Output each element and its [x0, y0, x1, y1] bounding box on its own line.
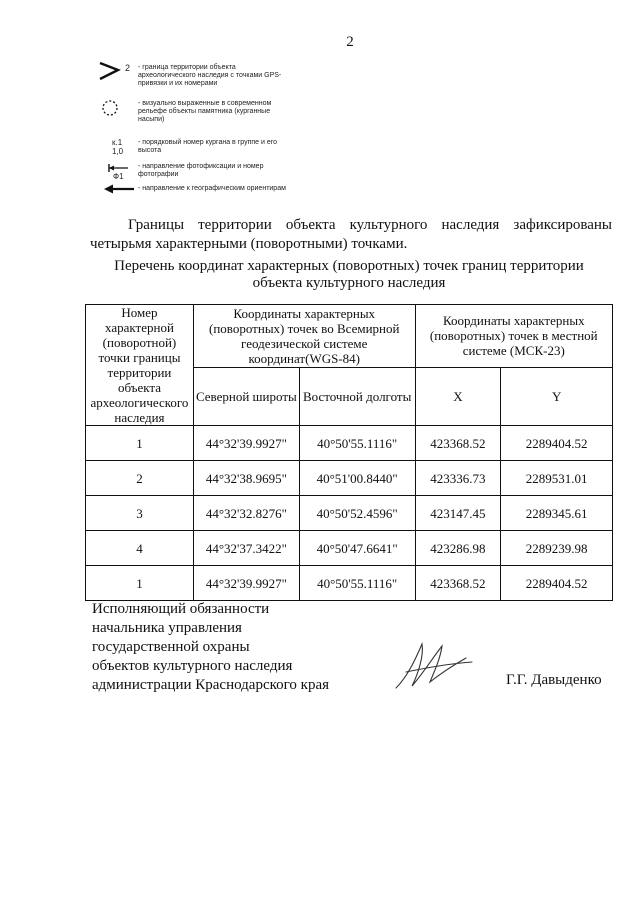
- legend-text: - визуально выраженные в современном рельефе объекты памятника (курганные насыпи): [138, 100, 272, 123]
- cell-y: 2289239.98: [501, 531, 613, 566]
- cell-longitude: 40°51'00.8440": [299, 461, 415, 496]
- legend-boundary-label: 2: [125, 63, 131, 73]
- table-row: [86, 496, 613, 531]
- table-row: [86, 531, 613, 566]
- table-row: [86, 566, 613, 601]
- legend-text: - граница территории объекта археологического наследия с точками GPS-привязки и их номерами: [138, 64, 282, 87]
- boundary-paragraph: Границы территории объекта культурного наследия зафиксированы четырьмя характерными (поворотными) точками.: [90, 217, 612, 252]
- table-row: [86, 426, 613, 461]
- boundary-gps-icon: [98, 60, 122, 82]
- cell-x: 423286.98: [415, 531, 501, 566]
- signatory-line: Исполняющий обязанности: [92, 601, 270, 617]
- cell-y: 2289404.52: [501, 426, 613, 461]
- cell-longitude: 40°50'52.4596": [299, 496, 415, 531]
- header-point-number: Номер характерной (поворотной) точки границы территории объекта археологического наследия: [86, 305, 194, 426]
- table-row: [86, 461, 613, 496]
- header-msk23: Координаты характерных (поворотных) точек в местной системе (МСК-23): [415, 305, 612, 368]
- signatory-name: Г.Г. Давыденко: [506, 672, 602, 688]
- cell-point-number: 1: [86, 426, 194, 461]
- cell-y: 2289531.01: [501, 461, 613, 496]
- cell-latitude: 44°32'32.8276": [193, 496, 299, 531]
- cell-latitude: 44°32'39.9927": [193, 426, 299, 461]
- cell-longitude: 40°50'55.1116": [299, 426, 415, 461]
- signatory-line: государственной охраны: [92, 639, 250, 655]
- subheader-latitude: Северной широты: [193, 367, 299, 425]
- cell-x: 423368.52: [415, 426, 501, 461]
- cell-latitude: 44°32'37.3422": [193, 531, 299, 566]
- table-caption: Перечень координат характерных (поворотных) точек границ территории объекта культурного наследия: [114, 258, 584, 291]
- cell-point-number: 1: [86, 566, 194, 601]
- subheader-y: Y: [501, 367, 613, 425]
- header-wgs84: Координаты характерных (поворотных) точек во Всемирной геодезической системе координат(WGS-84): [193, 305, 415, 368]
- cell-y: 2289345.61: [501, 496, 613, 531]
- mound-number-label: к.1 1,0: [112, 138, 124, 156]
- page-number: 2: [346, 34, 354, 50]
- coordinates-table: [85, 304, 613, 601]
- photo-label: Ф1: [113, 172, 124, 181]
- cell-x: 423336.73: [415, 461, 501, 496]
- cell-point-number: 2: [86, 461, 194, 496]
- signatory-line: начальника управления: [92, 620, 242, 636]
- subheader-longitude: Восточной долготы: [299, 367, 415, 425]
- subheader-x: X: [415, 367, 501, 425]
- cell-longitude: 40°50'47.6641": [299, 531, 415, 566]
- north-arrow-icon: [104, 184, 134, 206]
- cell-latitude: 44°32'39.9927": [193, 566, 299, 601]
- cell-y: 2289404.52: [501, 566, 613, 601]
- signatory-title: [92, 600, 372, 695]
- signatory-line: объектов культурного наследия: [92, 658, 293, 674]
- mound-outline-icon: [98, 98, 122, 120]
- handwritten-signature: [386, 636, 476, 696]
- legend-text: - направление фотофиксации и номер фотографии: [138, 163, 264, 178]
- legend-text: - порядковый номер кургана в группе и его высота: [138, 139, 278, 154]
- cell-longitude: 40°50'55.1116": [299, 566, 415, 601]
- cell-latitude: 44°32'38.9695": [193, 461, 299, 496]
- cell-point-number: 4: [86, 531, 194, 566]
- signatory-line: администрации Краснодарского края: [92, 677, 330, 693]
- legend-text: - направление к географическим ориентирам: [138, 185, 286, 192]
- cell-x: 423147.45: [415, 496, 501, 531]
- cell-x: 423368.52: [415, 566, 501, 601]
- cell-point-number: 3: [86, 496, 194, 531]
- table-header-row: [86, 305, 613, 368]
